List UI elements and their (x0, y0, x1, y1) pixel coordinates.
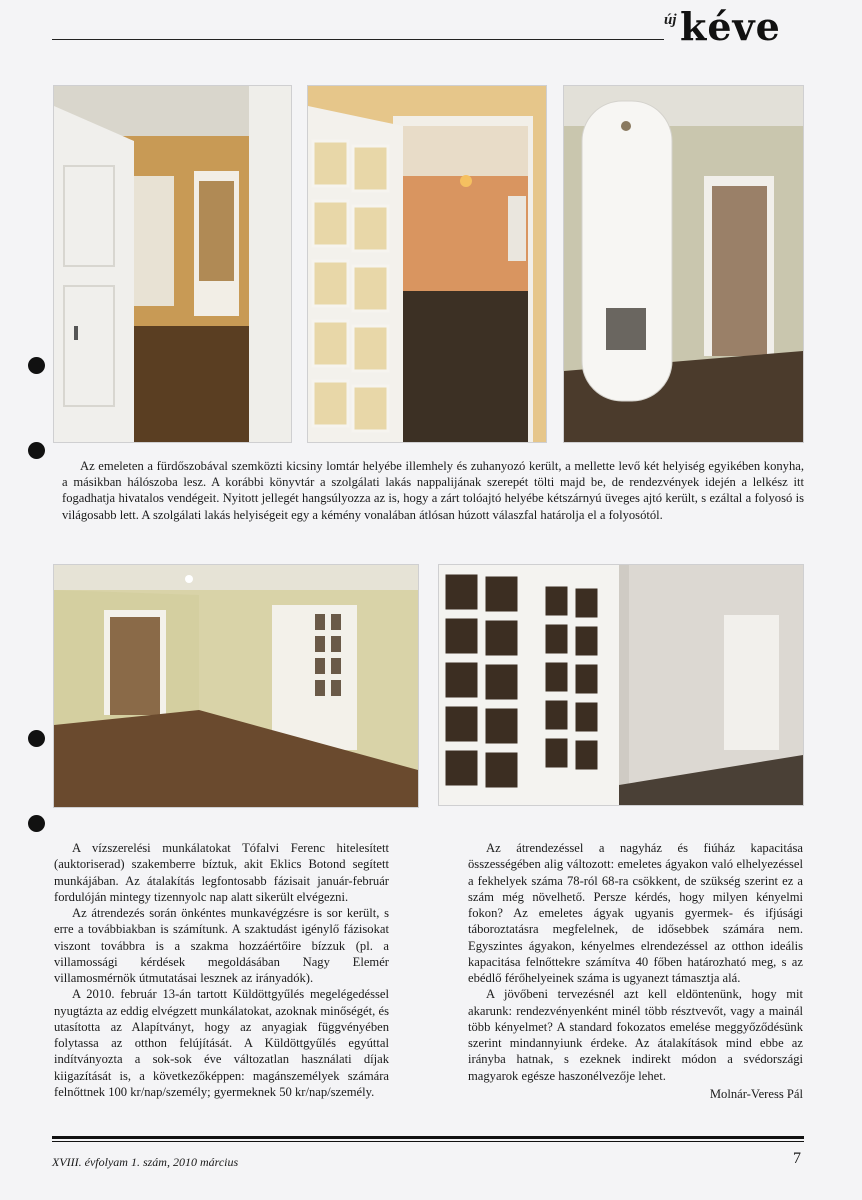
header-rule (52, 39, 664, 40)
binder-hole (28, 815, 45, 832)
paragraph: A jövőbeni tervezésnél azt kell eldöntenünk, hogy mit akarunk: rendezvényenként minél több résztvevőt, vagy a mainál több kényelmet? A standard fokozatos emelése meggyőződésünk szerint mindannyiunk érdeke. Az átalakítások mind ebbe az irányba hatnak, s ezeknek indirekt módon a svédországi magyarok egésze haszonélvezője lehet. (468, 987, 803, 1083)
page-number: 7 (793, 1150, 801, 1167)
photo-double-door (439, 565, 803, 805)
footer-rule (52, 1141, 804, 1142)
footer-rule (52, 1136, 804, 1139)
binder-hole (28, 357, 45, 374)
left-column (54, 840, 389, 1100)
photo-open-door (54, 86, 291, 442)
right-column (468, 840, 803, 1102)
photo-living-room (54, 565, 418, 807)
masthead-prefix: új (664, 12, 677, 28)
paragraph: Az átrendezéssel a nagyház és fiúház kapacitása összességében alig változott: emeletes ágyakon való elhelyezéssel a fekhelyek száma 78-ról 68-ra csökkent, de szükség szerint ez a szám még növelhető. Persze kérdés, hogy milyen kényelmi fokon? Az emeletes ágyak ugyanis gyermek- és ifjúsági táboroztatásra megfelelnek, de idősebbek számára nem. Egyszintes ágyakon, kényelmes elrendezéssel az otthon ideális kapacitása felnőttekre számítva 40 főben határozható meg, s az ebédlő férőhelyeinek száma is ugyanezt támasztja alá. (468, 841, 803, 985)
author-signature: Molnár-Veress Pál (709, 1086, 803, 1101)
paragraph: A 2010. február 13-án tartott Küldöttgyűlés megelégedéssel nyugtázta az eddig elvégzett munkálatokat, azoknak minőségét, és utasította az Alapítványt, hogy az anyagiak függvényében folytassa az otthon felújítását. A Küldöttgyűlés egyúttal indítványozta a sok-sok éve változatlan használati díjak kiigazítását is, a következőképpen: magánszemélyek számára felnőttnek 100 kr/nap/személy; gyermeknek 50 kr/nap/személy. (54, 987, 389, 1099)
paragraph: Az átrendezés során önkéntes munkavégzésre is sor került, s erre a továbbiakban is számítunk. A szaktudást igénylő fázisokat viszont továbbra is a szakma hozzáértőire bízzuk (pl. a villamossági kérdések megoldásában Nagy Elemér villamosmérnök útmutatásai lesznek az irányadók). (54, 906, 389, 985)
masthead-title: kéve (680, 4, 781, 49)
binder-hole (28, 442, 45, 459)
photo-caption-text: Az emeleten a fürdőszobával szemközti kicsiny lomtár helyébe illemhely és zuhanyozó került, a mellette levő két helyiség egyikében konyha, a másikban hálószoba lesz. A korábbi könyvtár a szolgálati lakás nappalijának szerepét tölti majd be, de rendezvények idején a lelkész itt fogadhatja hivatalos vendégeit. Nyitott jellegét hangsúlyozza az is, hogy a zárt tolóajtó helyébe kétszárnyú üveges ajtó került, s ezáltal a folyosó is világosabb lett. A szolgálati lakás helyiségeit egy a kémény vonalában átlósan húzott válaszfal határolja el a folyosótól. (62, 459, 804, 522)
photo-glazed-door (308, 86, 546, 442)
paragraph: A vízszerelési munkálatokat Tófalvi Ferenc hitelesített (auktoriserad) szakemberre bíztuk, akit Eklics Botond segített munkájában. Az átalakítás legfontosabb fázisait január-február fordulóján mintegy tizennyolc nap alatt sikerült elvégezni. (54, 841, 389, 904)
photo-tiled-stove (564, 86, 803, 442)
binder-hole (28, 730, 45, 747)
issue-info: XVIII. évfolyam 1. szám, 2010 március (52, 1155, 239, 1169)
